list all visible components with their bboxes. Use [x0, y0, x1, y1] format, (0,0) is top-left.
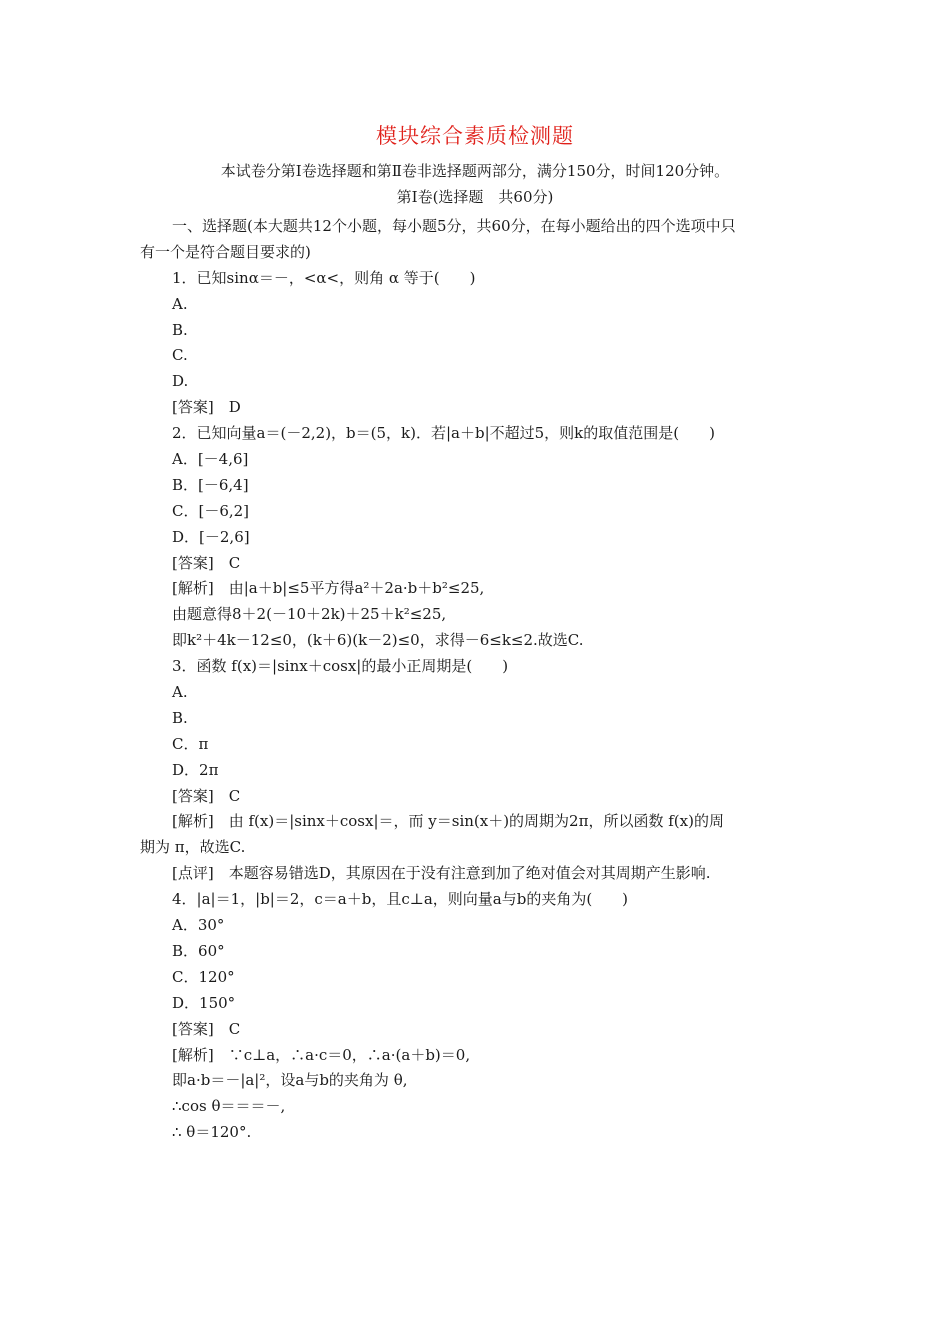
option-a: A. — [172, 683, 188, 702]
option-d: D．2π — [172, 760, 219, 779]
section-instruction-cont: 有一个是符合题目要求的) — [140, 242, 311, 261]
option-c: C. — [172, 346, 188, 365]
question-2: 2．已知向量a＝(－2,2)，b＝(5，k)．若|a＋b|不超过5，则k的取值范围是( ) — [172, 424, 715, 443]
option-c: C．π — [172, 734, 209, 753]
option-c: C．120° — [172, 967, 235, 986]
option-d: D. — [172, 372, 189, 391]
question-3: 3．函数 f(x)＝|sinx＋cosx|的最小正周期是( ) — [172, 657, 509, 676]
option-c: C．[－6,2] — [172, 501, 250, 520]
option-b: B. — [172, 708, 188, 727]
document-title: 模块综合素质检测题 — [376, 124, 574, 148]
answer: [答案] D — [172, 398, 241, 417]
part-heading: 第Ⅰ卷(选择题 共60分) — [396, 188, 554, 206]
option-d: D．[－2,6] — [172, 527, 250, 546]
section-instruction: 一、选择题(本大题共12个小题，每小题5分，共60分，在每小题给出的四个选项中只 — [172, 217, 736, 235]
analysis: [解析] ∵c⊥a，∴a·c＝0，∴a·(a＋b)＝0, — [172, 1045, 471, 1064]
answer: [答案] C — [172, 1019, 241, 1038]
answer: [答案] C — [172, 786, 241, 805]
question-1: 1．已知sinα＝－，<α<，则角 α 等于( ) — [172, 268, 476, 287]
option-a: A．[－4,6] — [172, 450, 249, 469]
analysis-line: ∴cos θ＝＝＝－, — [172, 1097, 286, 1116]
option-a: A. — [172, 294, 188, 313]
question-body — [140, 214, 820, 1146]
option-b: B．[－6,4] — [172, 475, 249, 494]
analysis-line: 即k²＋4k－12≤0，(k＋6)(k－2)≤0，求得－6≤k≤2.故选C. — [172, 631, 584, 650]
analysis-line: 即a·b＝－|a|²，设a与b的夹角为 θ, — [172, 1071, 408, 1090]
option-d: D．150° — [172, 993, 236, 1012]
comment: [点评] 本题容易错选D，其原因在于没有注意到加了绝对值会对其周期产生影响. — [172, 864, 711, 883]
analysis: [解析] 由 f(x)＝|sinx＋cosx|＝，而 y＝sin(x＋)的周期为2π，所以函数 f(x)的周 — [172, 812, 724, 831]
option-b: B．60° — [172, 941, 225, 960]
analysis-line: 由题意得8＋2(－10＋2k)＋25＋k²≤25, — [172, 605, 447, 624]
answer: [答案] C — [172, 553, 241, 572]
analysis: [解析] 由|a＋b|≤5平方得a²＋2a·b＋b²≤25, — [172, 579, 485, 598]
option-a: A．30° — [172, 916, 225, 935]
analysis-line: ∴ θ＝120°. — [172, 1123, 252, 1142]
option-b: B. — [172, 320, 188, 339]
exam-intro: 本试卷分第Ⅰ卷选择题和第Ⅱ卷非选择题两部分，满分150分，时间120分钟。 — [220, 162, 730, 180]
analysis-cont: 期为 π，故选C. — [140, 838, 246, 857]
question-4: 4．|a|＝1，|b|＝2，c＝a＋b，且c⊥a，则向量a与b的夹角为( ) — [172, 890, 629, 909]
